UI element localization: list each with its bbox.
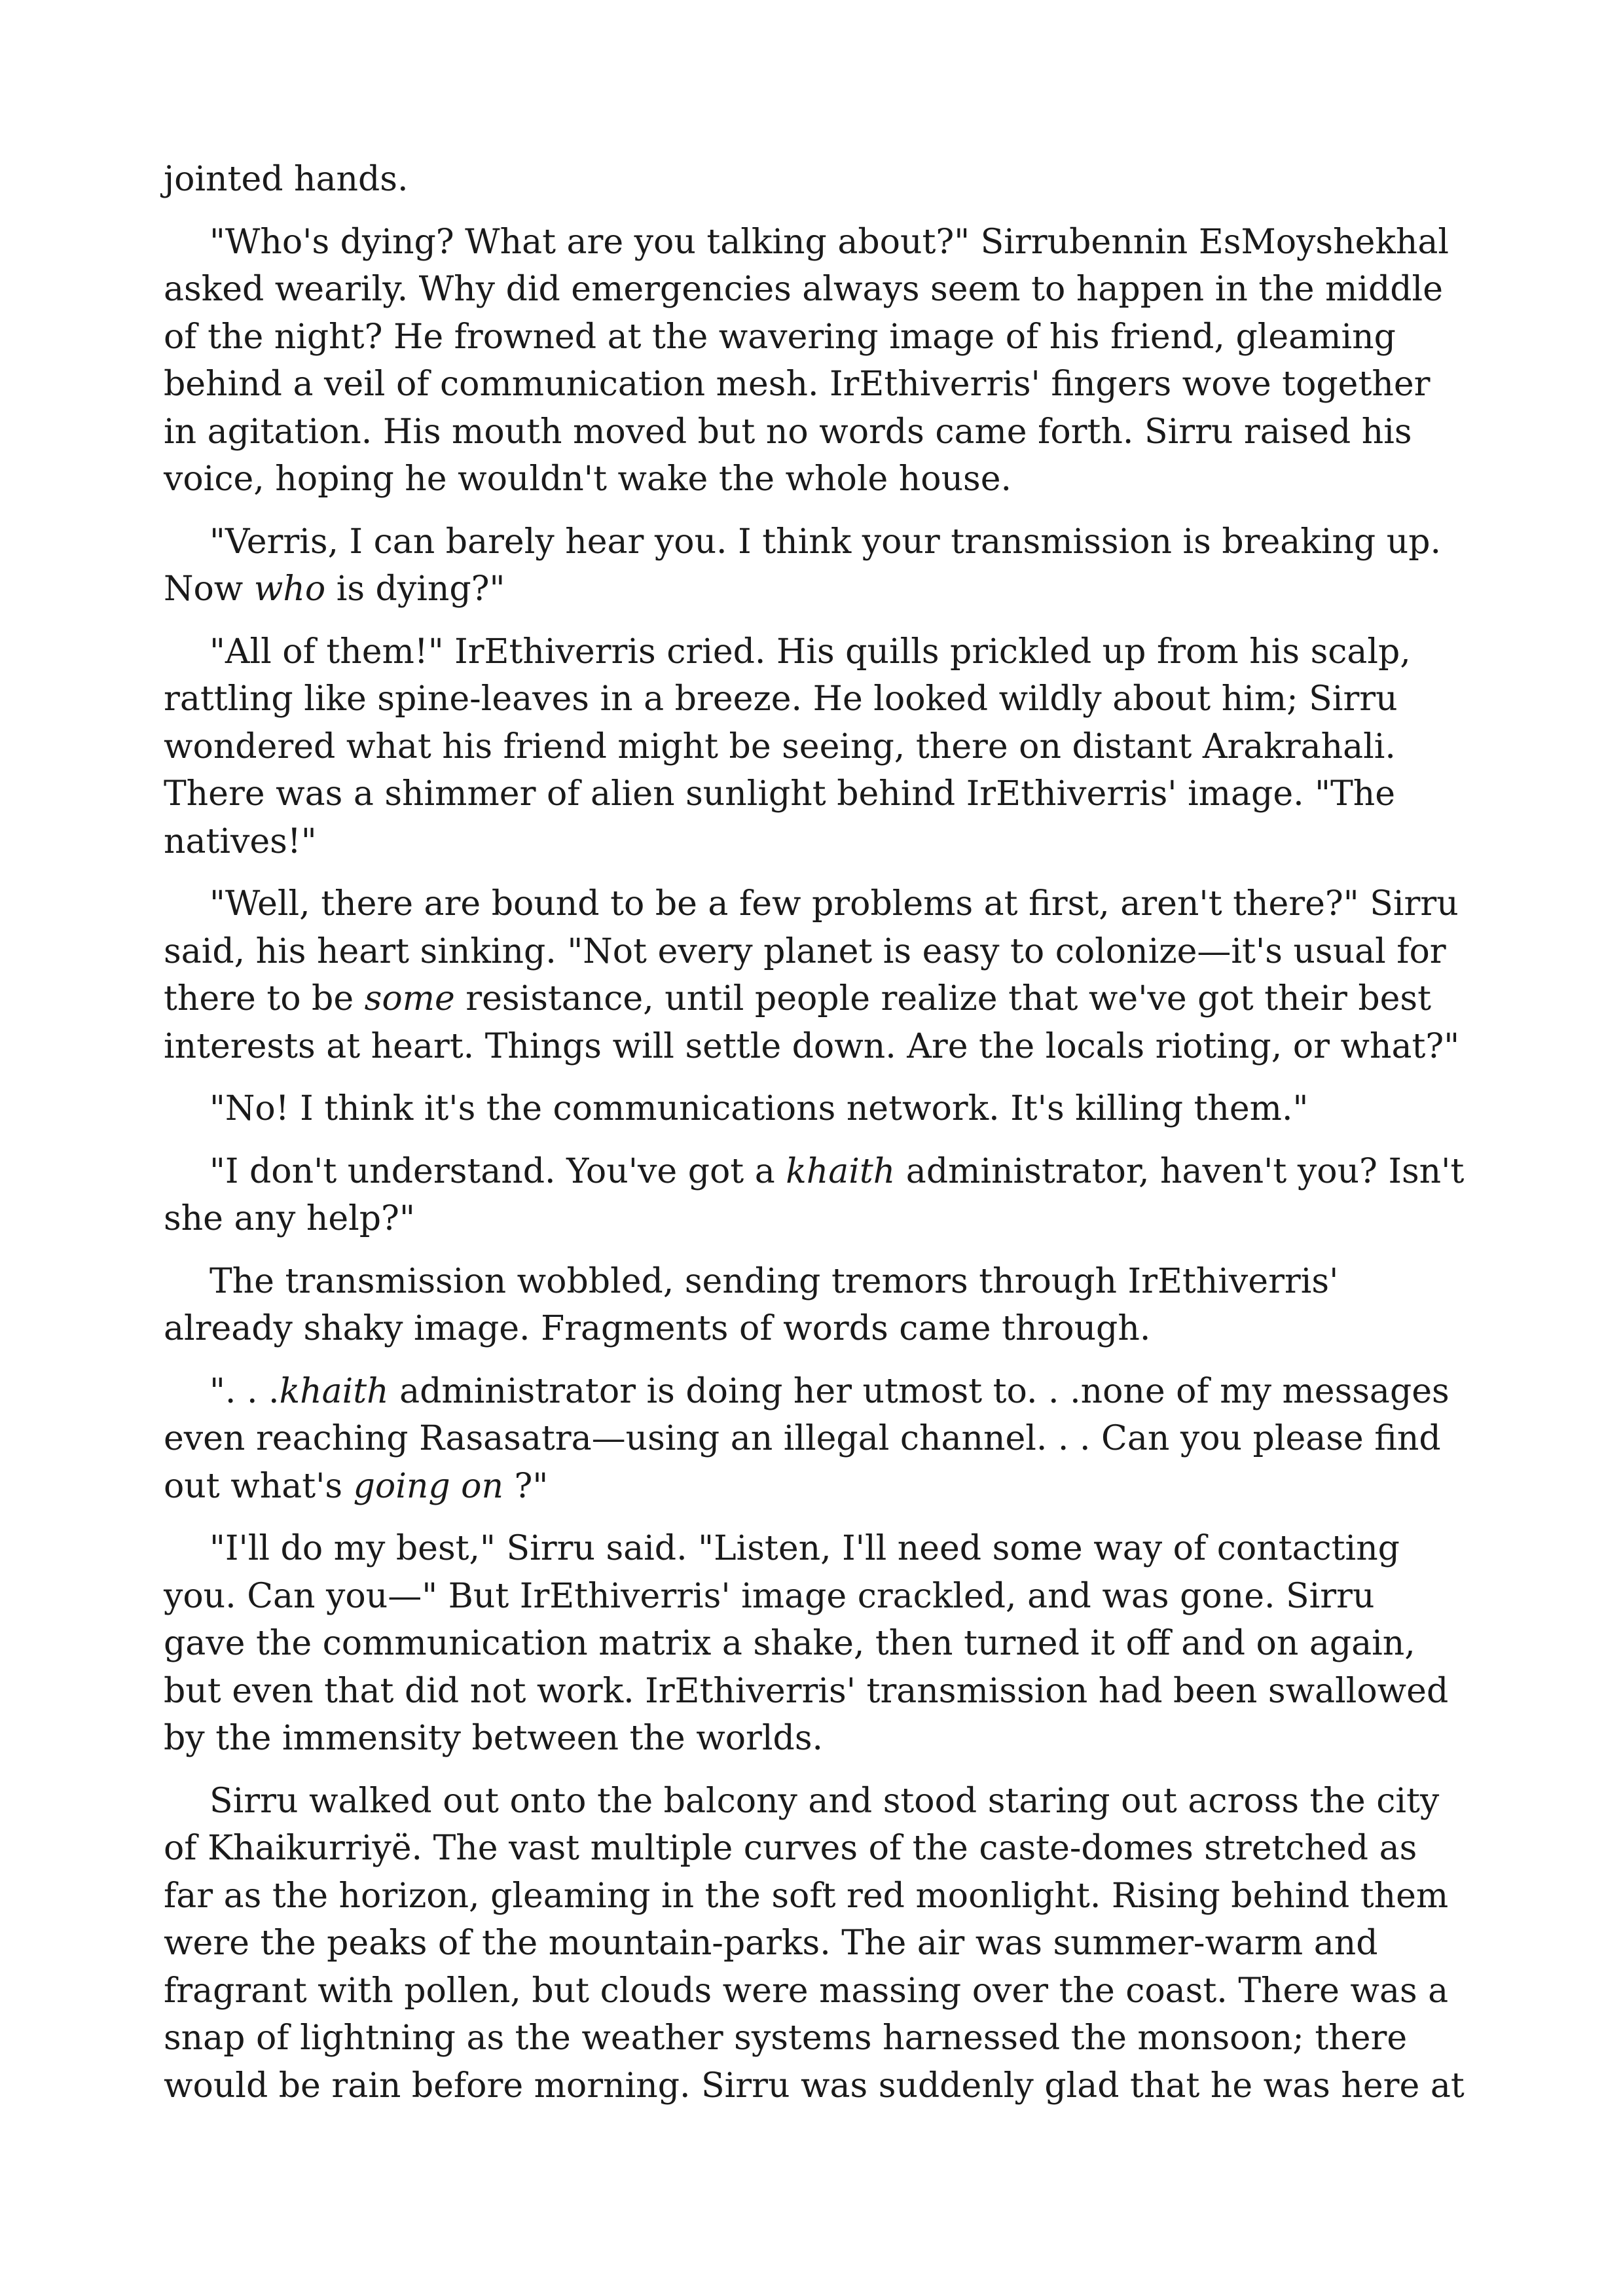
paragraph-6: "No! I think it's the communications network. It's killing them." bbox=[210, 1089, 1309, 1128]
paragraph-2: "Who's dying? What are you talking about?" Sirrubennin EsMoyshekhal asked wearily. Why did emergencies always seem to happen in the middle of the night? He frowned at the wavering image of his friend, gleaming behind a veil of communication mesh. IrEthiverris' fingers wove together in agitation. His mouth moved but no words came forth. Sirru raised his voice, hoping he wouldn't wake the whole house. bbox=[164, 222, 1449, 499]
paragraph-11: Sirru walked out onto the balcony and stood staring out across the city of Khaikurriyë. The vast multiple curves of the caste-domes stretched as far as the horizon, gleaming in the soft red moonlight. Rising behind them were the peaks of the mountain-parks. The air was summer-warm and fragrant with pollen, but clouds were massing over the coast. There was a snap of lightning as the weather systems harnessed the monsoon; there would be rain before morning. Sirru was suddenly glad that he was here at bbox=[164, 1781, 1465, 2106]
paragraph-7: "I don't understand. You've got a khaith administrator, haven't you? Isn't she any help?" bbox=[164, 1151, 1465, 1238]
paragraph-10: "I'll do my best," Sirru said. "Listen, I'll need some way of contacting you. Can you—" But IrEthiverris' image crackled, and was gone. Sirru gave the communication matrix a shake, then turned it off and on again, but even that did not work. IrEthiverris' transmission had been swallowed by the immensity between the worlds. bbox=[164, 1529, 1449, 1758]
emphasis-khaith: khaith bbox=[786, 1151, 896, 1191]
paragraph-5: "Well, there are bound to be a few problems at first, aren't there?" Sirru said, his heart sinking. "Not every planet is easy to colonize—it's usual for there to be some resistance, until people realize that we've got their best interests at heart. Things will settle down. Are the locals rioting, or what?" bbox=[164, 884, 1460, 1066]
paragraph-9: ". . .khaith administrator is doing her utmost to. . .none of my messages even reaching Rasasatra—using an illegal channel. . . Can you please find out what's going on ?" bbox=[164, 1371, 1450, 1506]
emphasis-khaith-2: khaith bbox=[279, 1371, 389, 1411]
paragraph-3: "Verris, I can barely hear you. I think your transmission is breaking up. Now who is dying?" bbox=[164, 522, 1442, 609]
emphasis-some: some bbox=[364, 979, 455, 1018]
paragraph-8: The transmission wobbled, sending tremors through IrEthiverris' already shaky image. Fragments of words came through. bbox=[164, 1261, 1339, 1348]
emphasis-going-on: going on bbox=[353, 1466, 503, 1506]
emphasis-who: who bbox=[253, 569, 326, 609]
page-body bbox=[164, 156, 1467, 2125]
paragraph-1: jointed hands. bbox=[164, 160, 409, 199]
paragraph-4: "All of them!" IrEthiverris cried. His quills prickled up from his scalp, rattling like spine-leaves in a breeze. He looked wildly about him; Sirru wondered what his friend might be seeing, there on distant Arakrahali. There was a shimmer of alien sunlight behind IrEthiverris' image. "The natives!" bbox=[164, 632, 1411, 861]
